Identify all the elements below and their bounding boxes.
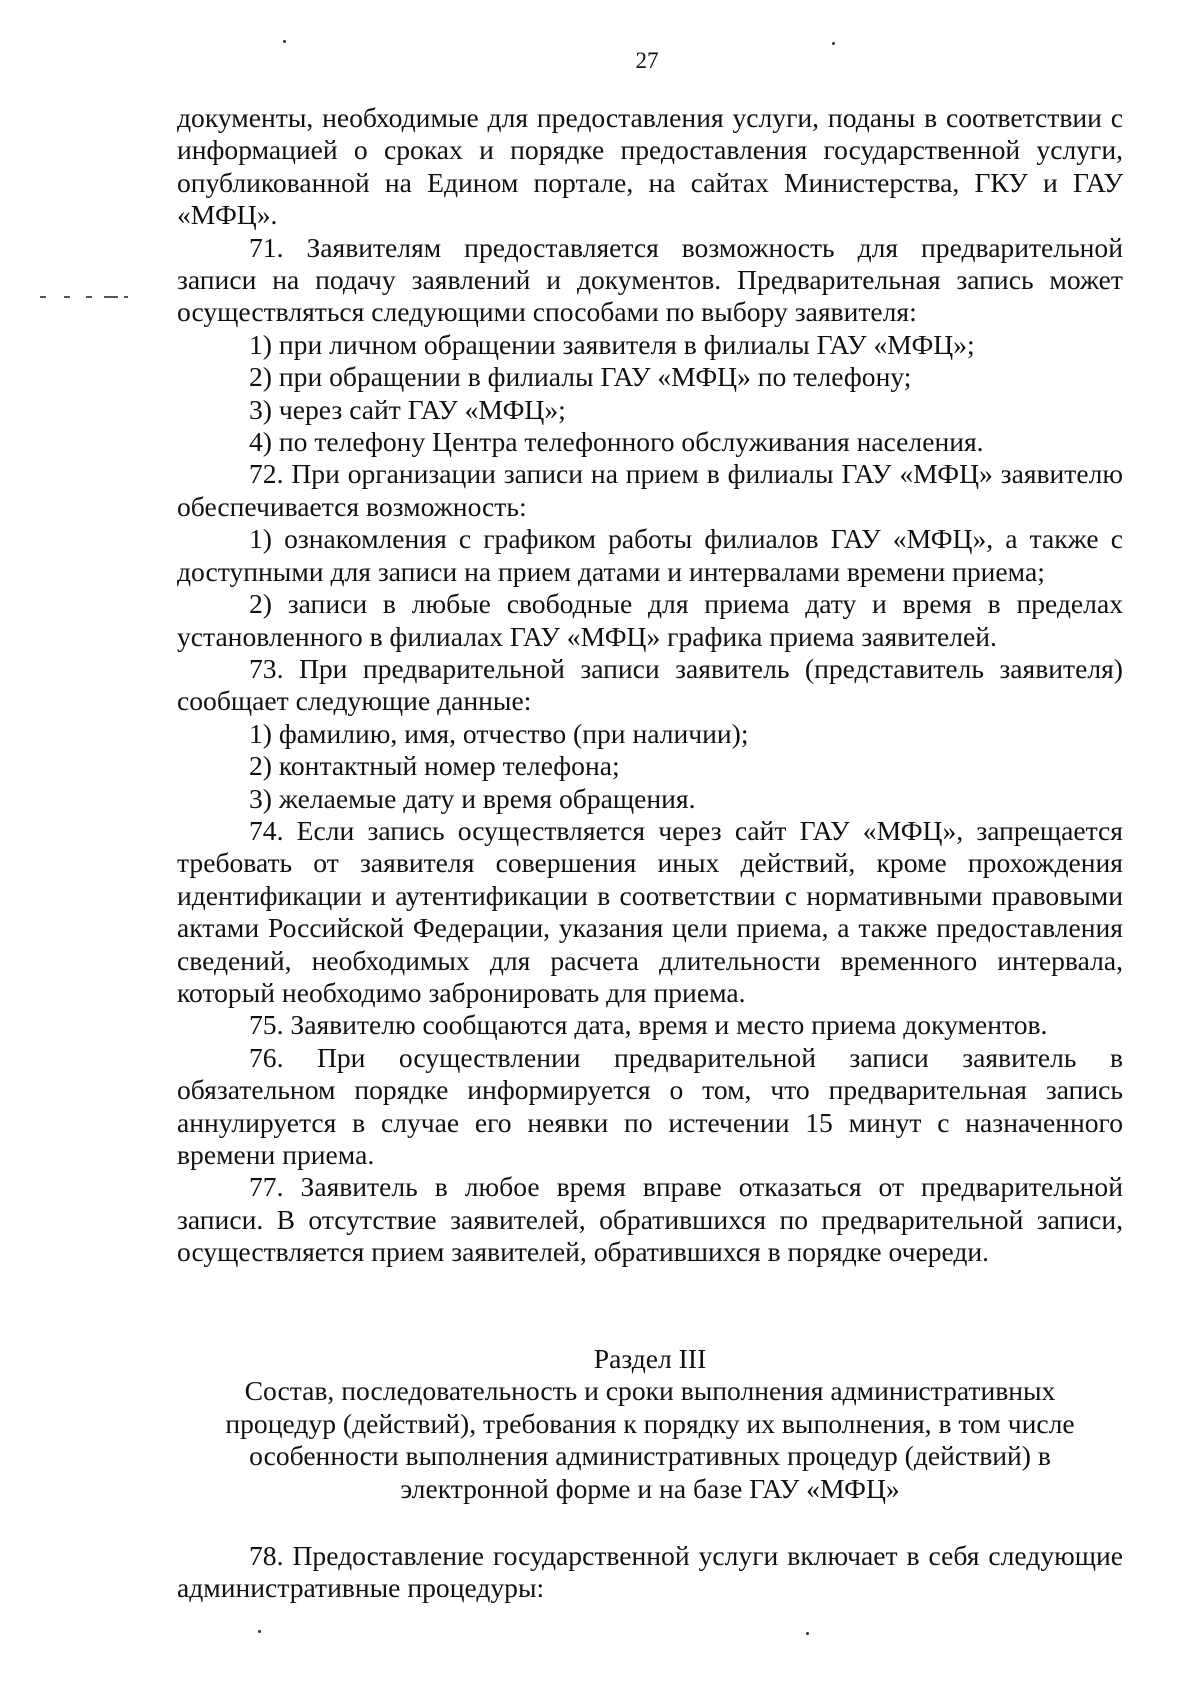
list-item: 3) желаемые дату и время обращения. (249, 782, 696, 814)
paragraph-77: 77. Заявитель в любое время вправе отказаться от предварительной записи. В отсутствие заявителей, обратившихся по предварительной записи, осуществляется прием заявителей, обратившихся в порядке очереди. (177, 1171, 1123, 1268)
scan-speck (258, 1630, 261, 1633)
paragraph-continuation: документы, необходимые для предоставления услуги, поданы в соответствии с информацией о сроках и порядке предоставления государственной услуги, опубликованной на Едином портале, на сайтах Министерства, ГКУ и ГАУ «МФЦ». (177, 102, 1123, 231)
section-title-line: особенности выполнения административных процедур (действий) в (249, 1440, 1051, 1472)
procedures-paragraph-block (177, 1540, 1123, 1605)
section-title-line: Состав, последовательность и сроки выполнения административных (244, 1375, 1056, 1407)
scan-speck (806, 1632, 809, 1635)
list-item: 2) записи в любые свободные для приема дату и время в пределах установленного в филиалах ГАУ «МФЦ» графика приема заявителей. (177, 588, 1123, 652)
paragraph-73: 73. При предварительной записи заявитель (представитель заявителя) сообщает следующие данные: (177, 652, 1123, 717)
scan-mark (104, 296, 118, 298)
scan-mark (86, 296, 92, 298)
list-item: 1) ознакомления с графиком работы филиалов ГАУ «МФЦ», а также с доступными для записи на прием датами и интервалами времени приема; (177, 523, 1123, 587)
page-number: 27 (635, 48, 659, 73)
list-item: 2) контактный номер телефона; (249, 750, 620, 782)
list-item: 2) при обращении в филиалы ГАУ «МФЦ» по телефону; (249, 361, 912, 393)
scan-mark (64, 296, 70, 298)
body-text (177, 102, 1123, 1269)
list-item: 4) по телефону Центра телефонного обслуживания населения. (249, 426, 984, 458)
paragraph-74: 74. Если запись осуществляется через сайт ГАУ «МФЦ», запрещается требовать от заявителя совершения иных действий, кроме прохождения идентификации и аутентификации в соответствии с нормативными правовыми актами Российской Федерации, указания цели приема, а также предоставления сведений, необходимых для расчета длительности временного интервала, который необходимо забронировать для приема. (177, 814, 1123, 1008)
list-item: 1) при личном обращении заявителя в филиалы ГАУ «МФЦ»; (249, 328, 975, 360)
paragraph-71: 71. Заявителям предоставляется возможность для предварительной записи на подачу заявлений и документов. Предварительная запись может осуществляться следующими способами по выбору заявителя: (177, 231, 1123, 328)
list-item: 1) фамилию, имя, отчество (при наличии); (249, 717, 749, 749)
scan-speck (283, 40, 286, 43)
paragraph-72: 72. При организации записи на прием в филиалы ГАУ «МФЦ» заявителю обеспечивается возможность: (177, 458, 1123, 522)
scan-mark (124, 296, 128, 298)
section-title-line: процедур (действий), требования к порядку их выполнения, в том числе (225, 1407, 1075, 1439)
section-heading (177, 1343, 1123, 1505)
paragraph-76: 76. При осуществлении предварительной записи заявитель в обязательном порядке информируется о том, что предварительная запись аннулируется в случае его неявки по истечении 15 минут с назначенного времени приема. (177, 1041, 1123, 1170)
scan-speck (832, 42, 835, 45)
paragraph-78: 78. Предоставление государственной услуги включает в себя следующие административные процедуры: (177, 1540, 1123, 1604)
paragraph-75: 75. Заявителю сообщаются дата, время и место приема документов. (249, 1009, 1048, 1041)
section-label: Раздел III (593, 1343, 707, 1374)
scan-mark (40, 296, 46, 298)
list-item: 3) через сайт ГАУ «МФЦ»; (249, 393, 566, 425)
section-title-line: электронной форме и на базе ГАУ «МФЦ» (400, 1472, 900, 1504)
